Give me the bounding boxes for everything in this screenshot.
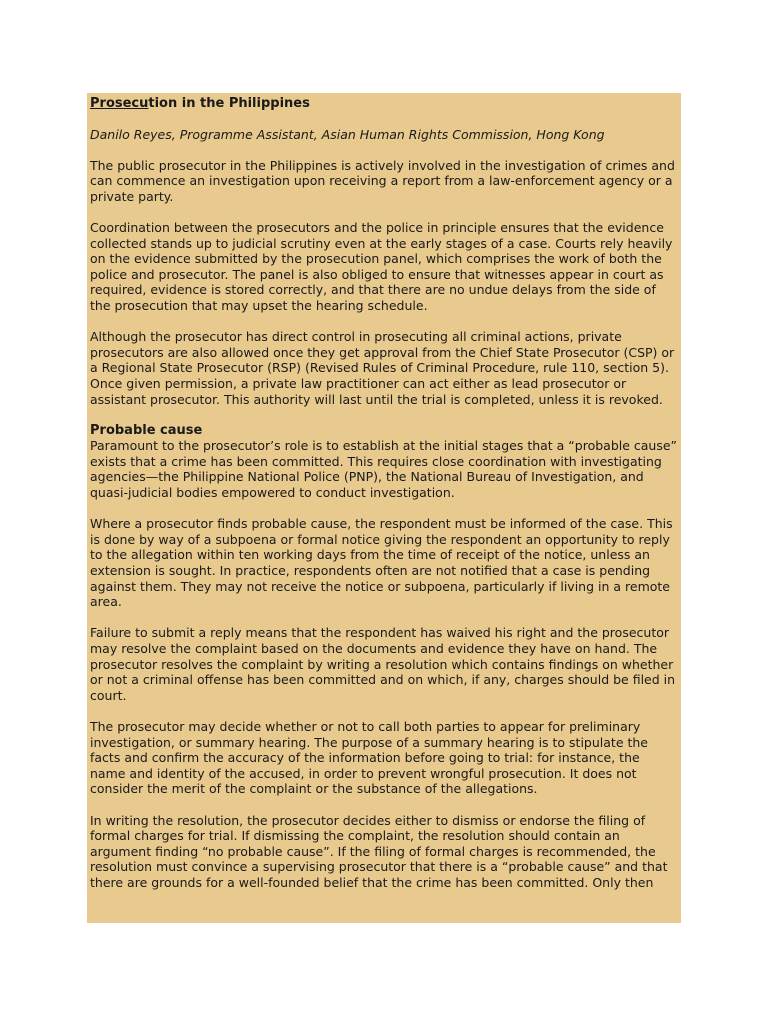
paragraph: Where a prosecutor finds probable cause, the respondent must be informed of the case. This is done by way of a subpoena or formal notice giving the respondent an opportunity to reply to the allegation within ten working days from the time of receipt of the notice, unless an extension is sought. In practice, respondents often are not notified that a case is pending against them. They may not receive the notice or subpoena, particularly if living in a remote area. [90, 516, 673, 610]
paragraph: Although the prosecutor has direct control in prosecuting all criminal actions, private prosecutors are also allowed once they get approval from the Chief State Prosecutor (CSP) or a Regional State Prosecutor (RSP) (Revised Rules of Criminal Procedure, rule 110, section 5). Once given permission, a private law practitioner can act either as lead prosecutor or assistant prosecutor. This authority will last until the trial is completed, unless it is revoked. [90, 329, 675, 407]
paragraph: Failure to submit a reply means that the respondent has waived his right and the prosecutor may resolve the complaint based on the documents and evidence they have on hand. The prosecutor resolves the complaint by writing a resolution which contains findings on whether or not a criminal offense has been committed and on which, if any, charges should be filed in court. [90, 625, 676, 703]
paragraph: Coordination between the prosecutors and the police in principle ensures that the evidence collected stands up to judicial scrutiny even at the early stages of a case. Courts rely heavily on the evidence submitted by the prosecution panel, which comprises the work of both the police and prosecutor. The panel is also obliged to ensure that witnesses appear in court as required, evidence is stored correctly, and that there are no undue delays from the side of the prosecution that may upset the hearing schedule. [90, 219, 673, 313]
author-byline: Danilo Reyes, Programme Assistant, Asian Human Rights Commission, Hong Kong [90, 127, 605, 142]
paragraph: Paramount to the prosecutor’s role is to establish at the initial stages that a “probable cause” exists that a crime has been committed. This requires close coordination with investigating agencies—the Philippine National Police (PNP), the National Bureau of Investigation, and quasi-judicial bodies empowered to conduct investigation. [90, 438, 678, 501]
paragraph: The public prosecutor in the Philippines is actively involved in the investigation of crimes and can commence an investigation upon receiving a report from a law-enforcement agency or a private party. [90, 157, 675, 204]
title-rest: tion in the Philippines [148, 96, 310, 111]
paragraph: The prosecutor may decide whether or not to call both parties to appear for preliminary investigation, or summary hearing. The purpose of a summary hearing is to stipulate the facts and confirm the accuracy of the information before going to trial: for instance, the name and identity of the accused, in order to prevent wrongful prosecution. It does not consider the merit of the complaint or the substance of the allegations. [90, 718, 649, 797]
document-title [90, 96, 678, 112]
document-page [87, 93, 681, 923]
title-underlined-part: Prosecu [90, 96, 149, 111]
paragraph: In writing the resolution, the prosecutor decides either to dismiss or endorse the filing of formal charges for trial. If dismissing the complaint, the resolution should contain an argument finding “no probable cause”. If the filing of formal charges is recommended, the resolution must convince a supervising prosecutor that there is a “probable cause” and that there are grounds for a well-founded belief that the crime has been committed. Only then [90, 812, 668, 890]
section-heading: Probable cause [90, 422, 203, 438]
